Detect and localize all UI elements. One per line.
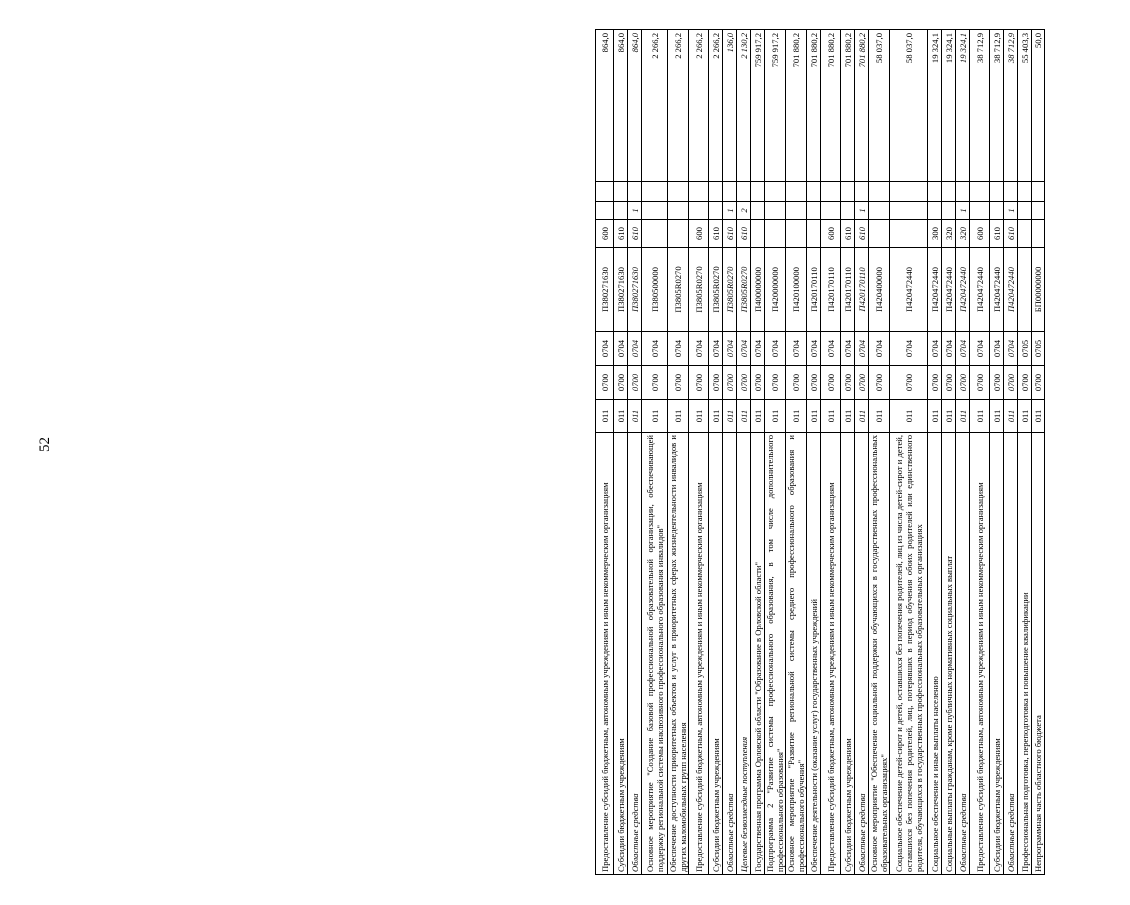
row-subsection-code: 0704 bbox=[942, 332, 956, 366]
row-expense-type: 610 bbox=[990, 220, 1004, 248]
row-name: Областные средства bbox=[1004, 433, 1018, 875]
row-target-article: П3805R0270 bbox=[723, 248, 737, 332]
row-subsection-code: 0704 bbox=[821, 332, 841, 366]
row-program-type bbox=[928, 182, 942, 202]
row-expense-type: 320 bbox=[956, 220, 970, 248]
row-target-article: П420472440 bbox=[956, 248, 970, 332]
row-program-type bbox=[942, 182, 956, 202]
row-kosgu-code: 1 bbox=[723, 202, 737, 220]
row-section-code: 0700 bbox=[807, 366, 821, 400]
row-subsection-code: 0704 bbox=[596, 332, 614, 366]
table-row bbox=[841, 30, 855, 875]
row-subsection-code: 0704 bbox=[723, 332, 737, 366]
row-subsection-code: 0704 bbox=[890, 332, 928, 366]
row-ministry-code: 011 bbox=[956, 400, 970, 433]
row-subsection-code: 0704 bbox=[642, 332, 668, 366]
table-row bbox=[821, 30, 841, 875]
row-amount: 701 880,2 bbox=[786, 30, 807, 182]
row-section-code: 0700 bbox=[942, 366, 956, 400]
row-target-article: П420472440 bbox=[890, 248, 928, 332]
row-target-article: П380271630 bbox=[614, 248, 628, 332]
row-expense-type: 610 bbox=[841, 220, 855, 248]
row-name: Предоставление субсидий бюджетным, автономным учреждениям и иным некоммерческим организациям bbox=[970, 433, 990, 875]
row-section-code: 0700 bbox=[970, 366, 990, 400]
row-expense-type bbox=[1018, 220, 1032, 248]
row-kosgu-code bbox=[890, 202, 928, 220]
row-subsection-code: 0704 bbox=[614, 332, 628, 366]
row-ministry-code: 011 bbox=[668, 400, 689, 433]
row-expense-type bbox=[668, 220, 689, 248]
row-ministry-code: 011 bbox=[614, 400, 628, 433]
row-name: Социальное обеспечение детей-сирот и детей, оставшихся без попечения родителей, лиц из числа детей-сирот и детей, оставшихся без попечения родителей, лиц, потерявших в период обучения обоих родителей или единственного родителя, обучающихся в государственных профессиональных образовательных организациях bbox=[890, 433, 928, 875]
row-target-article: П380271630 bbox=[628, 248, 642, 332]
row-target-article: П420170110 bbox=[841, 248, 855, 332]
row-name: Подпрограмма 2 "Развитие системы профессионального образования, в том числе дополнительного профессионального образования" bbox=[765, 433, 786, 875]
row-amount: 38 712,9 bbox=[970, 30, 990, 182]
row-ministry-code: 011 bbox=[841, 400, 855, 433]
row-amount: 759 917,2 bbox=[765, 30, 786, 182]
row-amount: 55 403,3 bbox=[1018, 30, 1032, 182]
row-program-type bbox=[869, 182, 890, 202]
row-section-code: 0700 bbox=[751, 366, 765, 400]
row-ministry-code: 011 bbox=[942, 400, 956, 433]
row-program-type bbox=[596, 182, 614, 202]
row-ministry-code: 011 bbox=[1032, 400, 1045, 433]
row-program-type bbox=[737, 182, 751, 202]
row-amount: 2 266,2 bbox=[709, 30, 723, 182]
table-row bbox=[807, 30, 821, 875]
row-kosgu-code bbox=[689, 202, 709, 220]
row-kosgu-code bbox=[1018, 202, 1032, 220]
page-number: 52 bbox=[37, 437, 53, 452]
row-amount: 701 880,2 bbox=[841, 30, 855, 182]
row-expense-type: 610 bbox=[614, 220, 628, 248]
row-amount: 759 917,2 bbox=[751, 30, 765, 182]
row-target-article: БП00000000 bbox=[1032, 248, 1045, 332]
row-section-code: 0700 bbox=[668, 366, 689, 400]
table-row bbox=[765, 30, 786, 875]
row-name: Субсидии бюджетным учреждениям bbox=[990, 433, 1004, 875]
row-program-type bbox=[628, 182, 642, 202]
row-expense-type bbox=[807, 220, 821, 248]
row-section-code: 0700 bbox=[689, 366, 709, 400]
row-program-type bbox=[890, 182, 928, 202]
row-kosgu-code bbox=[821, 202, 841, 220]
row-section-code: 0700 bbox=[890, 366, 928, 400]
table-row bbox=[709, 30, 723, 875]
row-name: Социальные выплаты гражданам, кроме публичных нормативных социальных выплат bbox=[942, 433, 956, 875]
row-program-type bbox=[765, 182, 786, 202]
row-subsection-code: 0704 bbox=[841, 332, 855, 366]
row-kosgu-code bbox=[1032, 202, 1045, 220]
row-section-code: 0700 bbox=[1032, 366, 1045, 400]
row-expense-type: 610 bbox=[628, 220, 642, 248]
row-target-article: П3805R0270 bbox=[668, 248, 689, 332]
row-expense-type bbox=[642, 220, 668, 248]
table-row bbox=[1032, 30, 1045, 875]
row-target-article: П420170110 bbox=[807, 248, 821, 332]
row-program-type bbox=[751, 182, 765, 202]
row-amount: 58 037,0 bbox=[890, 30, 928, 182]
row-expense-type bbox=[890, 220, 928, 248]
row-ministry-code: 011 bbox=[642, 400, 668, 433]
row-name: Обеспечение деятельности (оказание услуг) государственных учреждений bbox=[807, 433, 821, 875]
row-name: Непрограммная часть областного бюджета bbox=[1032, 433, 1045, 875]
row-program-type bbox=[1032, 182, 1045, 202]
row-kosgu-code bbox=[869, 202, 890, 220]
row-program-type bbox=[642, 182, 668, 202]
row-kosgu-code: 2 bbox=[737, 202, 751, 220]
row-name: Областные средства bbox=[956, 433, 970, 875]
row-ministry-code: 011 bbox=[855, 400, 869, 433]
row-amount: 701 880,2 bbox=[807, 30, 821, 182]
row-subsection-code: 0704 bbox=[709, 332, 723, 366]
row-ministry-code: 011 bbox=[821, 400, 841, 433]
row-name: Обеспечение доступности приоритетных объектов и услуг в приоритетных сферах жизнедеятельности инвалидов и других маломобильных групп населения bbox=[668, 433, 689, 875]
row-amount: 864,0 bbox=[614, 30, 628, 182]
row-program-type bbox=[1004, 182, 1018, 202]
row-subsection-code: 0704 bbox=[668, 332, 689, 366]
row-ministry-code: 011 bbox=[709, 400, 723, 433]
table-row bbox=[614, 30, 628, 875]
row-name: Основное мероприятие "Развитие региональной системы среднего профессионального образования и профессионального обучения" bbox=[786, 433, 807, 875]
row-ministry-code: 011 bbox=[869, 400, 890, 433]
row-subsection-code: 0704 bbox=[970, 332, 990, 366]
row-name: Предоставление субсидий бюджетным, автономным учреждениям и иным некоммерческим организациям bbox=[689, 433, 709, 875]
row-section-code: 0700 bbox=[737, 366, 751, 400]
row-amount: 58 037,0 bbox=[869, 30, 890, 182]
row-name: Государственная программа Орловской области "Образование в Орловской области" bbox=[751, 433, 765, 875]
row-section-code: 0700 bbox=[628, 366, 642, 400]
row-amount: 38 712,9 bbox=[1004, 30, 1018, 182]
row-kosgu-code bbox=[668, 202, 689, 220]
row-name: Целевые безвозмездные поступления bbox=[737, 433, 751, 875]
row-ministry-code: 011 bbox=[689, 400, 709, 433]
table-row bbox=[737, 30, 751, 875]
row-ministry-code: 011 bbox=[1018, 400, 1032, 433]
row-section-code: 0700 bbox=[821, 366, 841, 400]
row-target-article: П380271630 bbox=[596, 248, 614, 332]
row-subsection-code: 0704 bbox=[751, 332, 765, 366]
row-program-type bbox=[668, 182, 689, 202]
table-row bbox=[928, 30, 942, 875]
table-row bbox=[869, 30, 890, 875]
row-kosgu-code bbox=[765, 202, 786, 220]
row-expense-type bbox=[869, 220, 890, 248]
table-row bbox=[956, 30, 970, 875]
row-program-type bbox=[990, 182, 1004, 202]
row-program-type bbox=[689, 182, 709, 202]
row-target-article: П3805R0270 bbox=[689, 248, 709, 332]
row-program-type bbox=[855, 182, 869, 202]
budget-table-body bbox=[596, 30, 1045, 875]
row-name: Социальное обеспечение и иные выплаты населению bbox=[928, 433, 942, 875]
row-program-type bbox=[723, 182, 737, 202]
row-ministry-code: 011 bbox=[765, 400, 786, 433]
row-section-code: 0700 bbox=[1018, 366, 1032, 400]
row-ministry-code: 011 bbox=[970, 400, 990, 433]
row-subsection-code: 0704 bbox=[737, 332, 751, 366]
row-program-type bbox=[614, 182, 628, 202]
row-expense-type: 600 bbox=[821, 220, 841, 248]
table-row bbox=[970, 30, 990, 875]
row-section-code: 0700 bbox=[1004, 366, 1018, 400]
row-expense-type bbox=[765, 220, 786, 248]
row-target-article: П400000000 bbox=[751, 248, 765, 332]
row-ministry-code: 011 bbox=[990, 400, 1004, 433]
row-target-article: П420100000 bbox=[786, 248, 807, 332]
row-ministry-code: 011 bbox=[786, 400, 807, 433]
row-name: Основное мероприятие "Обеспечение социальной поддержки обучающихся в государственных профессиональных образовательных организациях" bbox=[869, 433, 890, 875]
row-section-code: 0700 bbox=[956, 366, 970, 400]
row-amount: 19 324,1 bbox=[928, 30, 942, 182]
row-name: Предоставление субсидий бюджетным, автономным учреждениям и иным некоммерческим организациям bbox=[596, 433, 614, 875]
table-row bbox=[786, 30, 807, 875]
row-kosgu-code bbox=[807, 202, 821, 220]
row-expense-type: 610 bbox=[709, 220, 723, 248]
row-section-code: 0700 bbox=[855, 366, 869, 400]
row-amount: 19 324,1 bbox=[956, 30, 970, 182]
row-expense-type bbox=[786, 220, 807, 248]
row-subsection-code: 0704 bbox=[689, 332, 709, 366]
table-row bbox=[668, 30, 689, 875]
table-row bbox=[642, 30, 668, 875]
row-section-code: 0700 bbox=[841, 366, 855, 400]
row-subsection-code: 0704 bbox=[765, 332, 786, 366]
row-kosgu-code bbox=[970, 202, 990, 220]
row-kosgu-code bbox=[942, 202, 956, 220]
row-amount: 701 880,2 bbox=[821, 30, 841, 182]
row-section-code: 0700 bbox=[990, 366, 1004, 400]
row-name: Субсидии бюджетным учреждениям bbox=[614, 433, 628, 875]
row-program-type bbox=[956, 182, 970, 202]
row-program-type bbox=[709, 182, 723, 202]
table-row bbox=[628, 30, 642, 875]
row-name: Областные средства bbox=[723, 433, 737, 875]
row-kosgu-code bbox=[751, 202, 765, 220]
row-amount: 2 266,2 bbox=[668, 30, 689, 182]
table-row bbox=[890, 30, 928, 875]
row-ministry-code: 011 bbox=[1004, 400, 1018, 433]
row-section-code: 0700 bbox=[596, 366, 614, 400]
row-amount: 19 324,1 bbox=[942, 30, 956, 182]
row-target-article: П420000000 bbox=[765, 248, 786, 332]
row-subsection-code: 0704 bbox=[1004, 332, 1018, 366]
row-kosgu-code bbox=[990, 202, 1004, 220]
row-expense-type: 600 bbox=[689, 220, 709, 248]
row-kosgu-code: 1 bbox=[956, 202, 970, 220]
row-program-type bbox=[970, 182, 990, 202]
row-ministry-code: 011 bbox=[751, 400, 765, 433]
row-kosgu-code bbox=[841, 202, 855, 220]
row-ministry-code: 011 bbox=[723, 400, 737, 433]
row-name: Предоставление субсидий бюджетным, автономным учреждениям и иным некоммерческим организациям bbox=[821, 433, 841, 875]
row-expense-type: 600 bbox=[596, 220, 614, 248]
table-row bbox=[723, 30, 737, 875]
row-amount: 38 712,9 bbox=[990, 30, 1004, 182]
row-expense-type: 610 bbox=[1004, 220, 1018, 248]
row-section-code: 0700 bbox=[765, 366, 786, 400]
row-expense-type: 610 bbox=[855, 220, 869, 248]
table-row bbox=[751, 30, 765, 875]
row-program-type bbox=[841, 182, 855, 202]
row-name: Областные средства bbox=[855, 433, 869, 875]
row-ministry-code: 011 bbox=[890, 400, 928, 433]
row-target-article: П420472440 bbox=[1004, 248, 1018, 332]
row-amount: 2 266,2 bbox=[642, 30, 668, 182]
row-amount: 864,0 bbox=[596, 30, 614, 182]
row-subsection-code: 0704 bbox=[956, 332, 970, 366]
row-target-article: П420400000 bbox=[869, 248, 890, 332]
row-kosgu-code bbox=[928, 202, 942, 220]
row-kosgu-code: 1 bbox=[855, 202, 869, 220]
row-expense-type bbox=[1032, 220, 1045, 248]
row-program-type bbox=[807, 182, 821, 202]
row-amount: 136,0 bbox=[723, 30, 737, 182]
row-name: Субсидии бюджетным учреждениям bbox=[841, 433, 855, 875]
row-target-article: П420472440 bbox=[942, 248, 956, 332]
row-section-code: 0700 bbox=[786, 366, 807, 400]
row-name: Основное мероприятие "Создание базовой профессиональной образовательной организации, обеспечивающей поддержку региональной системы инклюзивного профессионального образования инвалидов" bbox=[642, 433, 668, 875]
table-row bbox=[1018, 30, 1032, 875]
row-amount: 2 266,2 bbox=[689, 30, 709, 182]
row-ministry-code: 011 bbox=[807, 400, 821, 433]
row-target-article: П380500000 bbox=[642, 248, 668, 332]
row-target-article: П420472440 bbox=[990, 248, 1004, 332]
budget-table bbox=[595, 29, 1045, 875]
row-subsection-code: 0705 bbox=[1032, 332, 1045, 366]
row-name: Профессиональная подготовка, переподготовка и повышение квалификации bbox=[1018, 433, 1032, 875]
row-ministry-code: 011 bbox=[628, 400, 642, 433]
table-row bbox=[689, 30, 709, 875]
row-subsection-code: 0704 bbox=[628, 332, 642, 366]
row-kosgu-code bbox=[596, 202, 614, 220]
row-ministry-code: 011 bbox=[928, 400, 942, 433]
table-row bbox=[1004, 30, 1018, 875]
row-amount: 701 880,2 bbox=[855, 30, 869, 182]
row-kosgu-code bbox=[614, 202, 628, 220]
row-ministry-code: 011 bbox=[596, 400, 614, 433]
row-target-article: П3805R0270 bbox=[709, 248, 723, 332]
row-name: Областные средства bbox=[628, 433, 642, 875]
row-expense-type bbox=[751, 220, 765, 248]
row-amount: 2 130,2 bbox=[737, 30, 751, 182]
row-expense-type: 320 bbox=[942, 220, 956, 248]
row-section-code: 0700 bbox=[928, 366, 942, 400]
row-section-code: 0700 bbox=[869, 366, 890, 400]
row-subsection-code: 0704 bbox=[807, 332, 821, 366]
row-kosgu-code: 1 bbox=[1004, 202, 1018, 220]
row-target-article: П420170110 bbox=[821, 248, 841, 332]
table-row bbox=[942, 30, 956, 875]
row-target-article: П420472440 bbox=[928, 248, 942, 332]
table-row bbox=[596, 30, 614, 875]
row-section-code: 0700 bbox=[642, 366, 668, 400]
row-amount: 50,0 bbox=[1032, 30, 1045, 182]
row-kosgu-code: 1 bbox=[628, 202, 642, 220]
row-amount: 864,0 bbox=[628, 30, 642, 182]
table-row bbox=[855, 30, 869, 875]
row-target-article: П420170110 bbox=[855, 248, 869, 332]
row-subsection-code: 0704 bbox=[928, 332, 942, 366]
row-program-type bbox=[1018, 182, 1032, 202]
row-expense-type: 300 bbox=[928, 220, 942, 248]
row-subsection-code: 0704 bbox=[869, 332, 890, 366]
row-section-code: 0700 bbox=[709, 366, 723, 400]
row-kosgu-code bbox=[709, 202, 723, 220]
row-subsection-code: 0704 bbox=[786, 332, 807, 366]
table-row bbox=[990, 30, 1004, 875]
row-subsection-code: 0704 bbox=[855, 332, 869, 366]
rotated-page-content bbox=[595, 30, 1130, 875]
row-expense-type: 610 bbox=[723, 220, 737, 248]
row-target-article: П3805R0270 bbox=[737, 248, 751, 332]
row-subsection-code: 0705 bbox=[1018, 332, 1032, 366]
row-expense-type: 610 bbox=[737, 220, 751, 248]
row-kosgu-code bbox=[642, 202, 668, 220]
row-subsection-code: 0704 bbox=[990, 332, 1004, 366]
row-program-type bbox=[786, 182, 807, 202]
row-section-code: 0700 bbox=[614, 366, 628, 400]
row-name: Субсидии бюджетным учреждениям bbox=[709, 433, 723, 875]
row-kosgu-code bbox=[786, 202, 807, 220]
row-expense-type: 600 bbox=[970, 220, 990, 248]
row-ministry-code: 011 bbox=[737, 400, 751, 433]
row-target-article: П420472440 bbox=[970, 248, 990, 332]
row-target-article bbox=[1018, 248, 1032, 332]
row-program-type bbox=[821, 182, 841, 202]
row-section-code: 0700 bbox=[723, 366, 737, 400]
